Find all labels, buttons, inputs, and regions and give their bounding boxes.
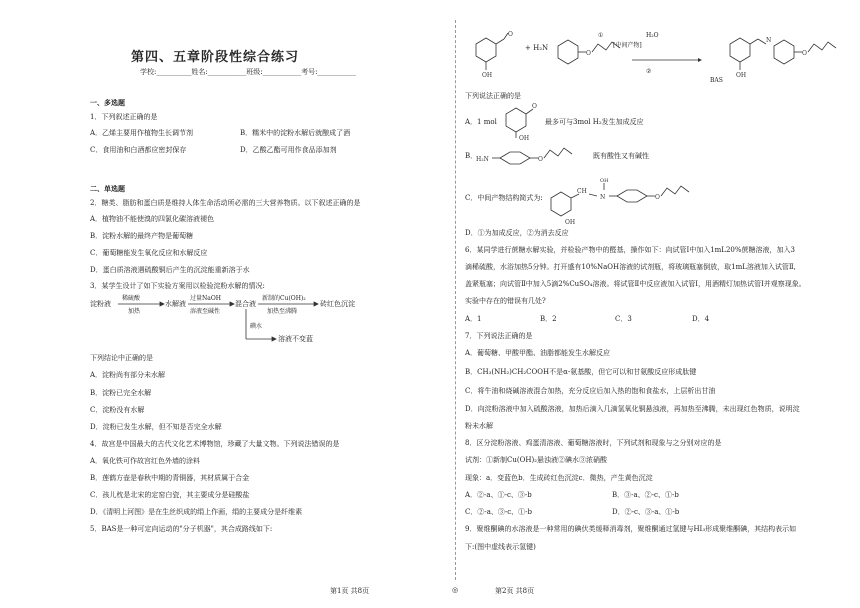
q8-option-c: C．②-a、③-c、①-b xyxy=(465,508,533,516)
footer-separator: ◎ xyxy=(452,586,459,594)
flow-node4: 砖红色沉淀 xyxy=(320,300,355,308)
svg-text:O: O xyxy=(655,194,660,201)
flow-branch-label: 碘水 xyxy=(250,323,263,330)
flow-arrow2-bottom: 溶液至碱性 xyxy=(190,308,221,315)
scheme-arrow-h2o: H₂O xyxy=(646,32,659,39)
flow-arrow1-bottom: 加热 xyxy=(128,308,141,315)
synthesis-scheme xyxy=(460,30,860,90)
svg-text:OH: OH xyxy=(565,219,576,226)
flow-arrow3-bottom: 加热至沸腾 xyxy=(267,308,298,315)
svg-text:O: O xyxy=(802,50,807,57)
q6-option-c: C．3 xyxy=(615,315,632,323)
q7-option-d-line2: 粉未水解 xyxy=(465,422,493,430)
scheme-arrow-mid: [中间产物] xyxy=(613,42,642,49)
flow-node2: 水解液 xyxy=(165,300,186,308)
q5-option-a-pre: A．1 mol xyxy=(465,118,497,126)
svg-text:OH: OH xyxy=(736,72,747,79)
q7-option-c: C．将牛油和烧碱溶液混合加热，充分反应后加入热的饱和食盐水，上层析出甘油 xyxy=(465,387,716,395)
q3-option-b: B．淀粉已完全水解 xyxy=(90,389,152,397)
q4-option-d: D．《清明上河图》是在生丝织成的绢上作画，绢的主要成分是纤维素 xyxy=(90,508,303,516)
q6-option-a: A．1 xyxy=(465,315,482,323)
q5-option-a-post: 最多可与3mol H₂发生加成反应 xyxy=(545,118,644,126)
aniline-ether-structure xyxy=(472,142,582,174)
svg-text:OH: OH xyxy=(519,135,530,142)
q2-option-d: D．蛋白质溶液遇硫酸铜后产生的沉淀能重新溶于水 xyxy=(90,266,250,274)
q6-line4: 实验中存在的错误有几处? xyxy=(465,297,546,305)
q4-option-b: B．莲鹤方壶是春秋中期的青铜器，其材质属于合金 xyxy=(90,474,250,482)
footer-page-right: 第2页 共8页 xyxy=(495,587,535,595)
scheme-arrow-bottom: ② xyxy=(646,68,652,75)
q1-option-d: D．乙酸乙酯可用作食品添加剂 xyxy=(240,146,337,154)
q8-option-b: B．③-a、②-c、①-b xyxy=(612,491,679,499)
svg-text:OH: OH xyxy=(600,178,609,184)
svg-text:N: N xyxy=(766,37,772,44)
svg-text:O: O xyxy=(508,31,513,38)
q7-option-d-line1: D．向淀粉溶液中加入硫酸溶液，加热后滴入几滴氢氧化铜悬浊液，再加热至沸腾，未出现红色物质，说明淀 xyxy=(465,405,800,413)
q7-option-a: A．葡萄糖、甲酸甲酯、油脂都能发生水解反应 xyxy=(465,349,611,357)
section-multi-choice: 一、多选题 xyxy=(90,98,125,107)
salicylaldehyde-structure xyxy=(500,102,545,142)
q8-reagents: 试剂：①新制Cu(OH)₂悬浊液②碘水③浓硝酸 xyxy=(465,456,607,464)
footer-page-left: 第1页 共8页 xyxy=(330,587,370,595)
q8-phenomena: 现象：a．变蓝色b．生成砖红色沉淀c．微热，产生黄色沉淀 xyxy=(465,474,653,482)
q4-stem: 4．故宫是中国最大的古代文化艺术博物馆，珍藏了大量文物。下列说法错误的是 xyxy=(90,440,340,448)
q3-option-c: C．淀粉没有水解 xyxy=(90,406,145,414)
q4-option-a: A．氧化铁可作故宫红色外墙的涂料 xyxy=(90,457,201,465)
scheme-bas-label: BAS xyxy=(710,77,723,84)
student-info-line: 学校:__________姓名:___________班级:___________考号:___________ xyxy=(140,68,356,76)
q5-option-b-pre: B． xyxy=(465,152,478,160)
q3-option-a: A．淀粉尚有部分未水解 xyxy=(90,371,166,379)
svg-text:H₂N: H₂N xyxy=(476,156,489,163)
q6-option-d: D．4 xyxy=(692,315,710,323)
q3-option-d: D．淀粉已发生水解，但不知是否完全水解 xyxy=(90,423,222,431)
q1-option-c: C．食用油和白酒都应密封保存 xyxy=(90,146,187,154)
scheme-arrow-top: ① xyxy=(598,32,604,39)
q2-stem: 2．糖类、脂肪和蛋白质是维持人体生命活动所必需的三大营养物质。以下叙述正确的是 xyxy=(90,199,361,207)
svg-text:O: O xyxy=(586,50,591,57)
q5-option-c-pre: C．中间产物结构简式为: xyxy=(465,194,543,202)
q3-stem: 3．某学生设计了如下实验方案用以检验淀粉水解的情况: xyxy=(90,282,265,290)
flow-arrows xyxy=(0,0,430,360)
svg-text:O: O xyxy=(538,156,543,163)
section-single-choice: 二、单选题 xyxy=(90,184,125,193)
q6-line1: 6．某同学进行蔗糖水解实验，并检验产物中的醛基，操作如下：向试管Ⅰ中加入1mL20%蔗糖溶液，加入3 xyxy=(465,246,795,254)
flow-arrow3-top: 新制的Cu(OH)₂ xyxy=(262,295,306,302)
q7-stem: 7．下列说法正确的是 xyxy=(465,332,533,340)
q1-option-b: B．糯米中的淀粉水解后就酿成了酒 xyxy=(240,129,351,137)
q6-line3: 盖紧瓶塞；向试管Ⅱ中加入5滴2%CuSO₄溶液。将试管Ⅱ中反应液加入试管Ⅰ，用酒精灯加热试管Ⅰ并观察现象。 xyxy=(465,280,806,288)
q6-line2: 滴稀硫酸，水浴加热5分钟。打开盛有10%NaOH溶液的试剂瓶，将玻璃瓶塞倒放，取1mL溶液加入试管Ⅱ, xyxy=(465,263,796,271)
svg-text:O: O xyxy=(532,103,537,110)
q6-option-b: B．2 xyxy=(540,315,557,323)
scheme-plus: + H₂N xyxy=(525,44,549,52)
q5-stem: 5．BAS是一种可定向运动的"分子机器"，其合成路线如下: xyxy=(90,525,273,533)
flow-arrow1-top: 稀硫酸 xyxy=(122,295,141,302)
q1-stem: 1．下列叙述正确的是 xyxy=(90,113,158,121)
q2-option-a: A．植物油不能使溴的四氯化碳溶液褪色 xyxy=(90,215,215,223)
q8-option-a: A．②-a、①-c、③-b xyxy=(465,491,532,499)
q3-question: 下列结论中正确的是 xyxy=(90,354,153,362)
q9-line2: 下:(图中虚线表示氢键) xyxy=(465,543,536,551)
q5-option-d: D．①为加成反应，②为消去反应 xyxy=(465,229,569,237)
q5-option-b-post: 既有酸性又有碱性 xyxy=(593,152,649,160)
q5-question: 下列说法正确的是 xyxy=(465,92,521,100)
q2-option-c: C．葡萄糖能发生氧化反应和水解反应 xyxy=(90,249,208,257)
svg-text:OH: OH xyxy=(482,72,493,79)
q1-option-a: A．乙烯主要用作植物生长调节剂 xyxy=(90,129,194,137)
q7-option-b: B．CH₃(NH₂)CH₂COOH不是α-氨基酸，但它可以和甘氨酸反应形成肽键 xyxy=(465,368,697,376)
q8-stem: 8．区分淀粉溶液、鸡蛋清溶液、葡萄糖溶液时，下列试剂和现象与之分别对应的是 xyxy=(465,439,722,447)
intermediate-structure xyxy=(545,178,705,228)
svg-text:CH: CH xyxy=(577,188,587,195)
q2-option-b: B．淀粉水解的最终产物是葡萄糖 xyxy=(90,232,194,240)
flow-start: 淀粉液 xyxy=(90,300,111,308)
q8-option-d: D．②-c、③-a、①-b xyxy=(612,508,680,516)
page-divider xyxy=(455,20,456,580)
q4-option-c: C．孩儿枕是北宋的定窑白瓷，其主要成分是硅酸盐 xyxy=(90,491,250,499)
flow-node3: 混合液 xyxy=(235,300,256,308)
q9-line1: 9．聚维酮碘的水溶液是一种常用的碘伏类缓释消毒剂，聚维酮通过氢键与HI₃形成聚维酮碘，其结构表示如 xyxy=(465,525,797,533)
flow-arrow2-top: 过量NaOH xyxy=(190,295,221,302)
svg-text:N: N xyxy=(600,194,606,201)
flow-branch-result: 溶液不变蓝 xyxy=(278,335,313,343)
page-title: 第四、五章阶段性综合练习 xyxy=(130,50,299,65)
